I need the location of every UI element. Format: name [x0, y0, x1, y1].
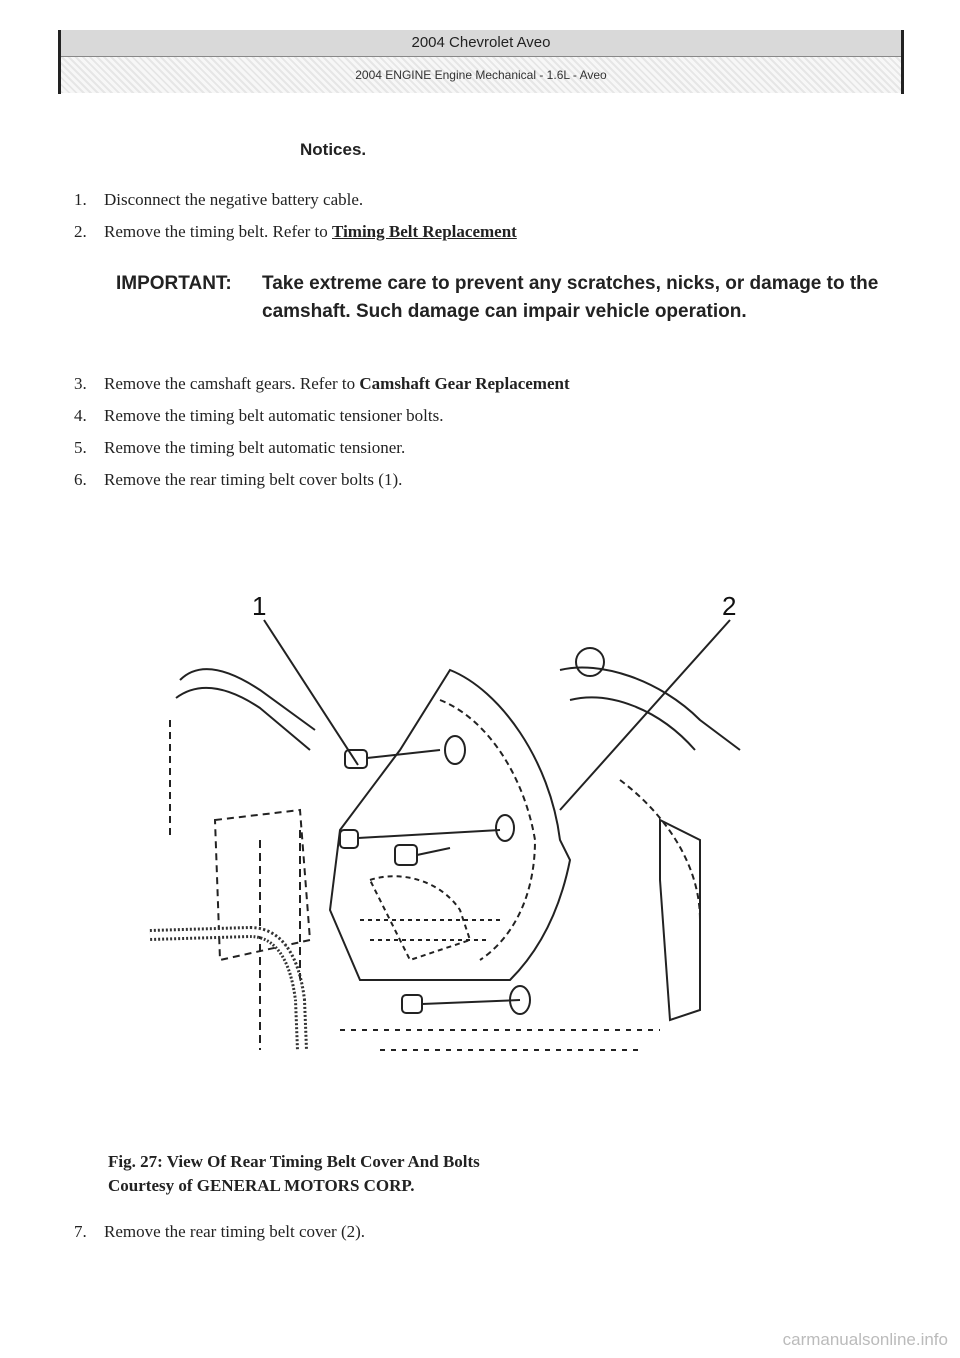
figure-caption: [108, 1150, 480, 1198]
callout-label-1: 1: [252, 591, 267, 621]
step-number: 6.: [74, 470, 87, 489]
step-2: [74, 222, 517, 242]
notices-heading: Notices.: [300, 140, 367, 159]
upper-hose: [176, 669, 315, 750]
step-7: [74, 1222, 365, 1242]
header-subtitle: 2004 ENGINE Engine Mechanical - 1.6L - Aveo: [61, 57, 901, 93]
bolt-group: [340, 736, 530, 1014]
callout-label-2: 2: [722, 591, 737, 621]
step-5: [74, 438, 405, 458]
caption-credit: Courtesy of GENERAL MOTORS CORP.: [108, 1176, 415, 1195]
lower-coiled-hose: [150, 932, 302, 1050]
step-number: 3.: [74, 374, 87, 393]
step-text: Remove the rear timing belt cover (2).: [104, 1222, 366, 1241]
step-text: Remove the camshaft gears. Refer to: [104, 374, 360, 393]
header-title: 2004 Chevrolet Aveo: [61, 30, 901, 57]
important-label: IMPORTANT:: [116, 273, 232, 294]
step-number: 4.: [74, 406, 87, 425]
step-4: [74, 406, 443, 426]
step-number: 7.: [74, 1222, 87, 1241]
camshaft-gear-replacement-ref: Camshaft Gear Replacement: [359, 374, 570, 393]
caption-title: Fig. 27: View Of Rear Timing Belt Cover And Bolts: [108, 1152, 480, 1171]
step-3: [74, 374, 570, 394]
callout-line-1: [264, 620, 358, 765]
engine-diagram: [140, 580, 760, 1070]
important-text: Take extreme care to prevent any scratches, nicks, or damage to the camshaft. Such damage can impair vehicle operation.: [262, 273, 879, 322]
timing-belt-replacement-link[interactable]: Timing Belt Replacement: [332, 222, 517, 241]
step-1: [74, 190, 363, 210]
step-text: Remove the timing belt automatic tensioner.: [104, 438, 406, 457]
step-text: Disconnect the negative battery cable.: [104, 190, 364, 209]
page-header: [58, 30, 904, 94]
step-6: [74, 470, 402, 490]
step-text: Remove the timing belt. Refer to: [104, 222, 333, 241]
step-number: 5.: [74, 438, 87, 457]
step-number: 1.: [74, 190, 87, 209]
step-text: Remove the rear timing belt cover bolts (1).: [104, 470, 403, 489]
step-number: 2.: [74, 222, 87, 241]
watermark: carmanualsonline.info: [782, 1330, 948, 1349]
timing-cover-outline: [330, 670, 570, 980]
step-text: Remove the timing belt automatic tensioner bolts.: [104, 406, 444, 425]
